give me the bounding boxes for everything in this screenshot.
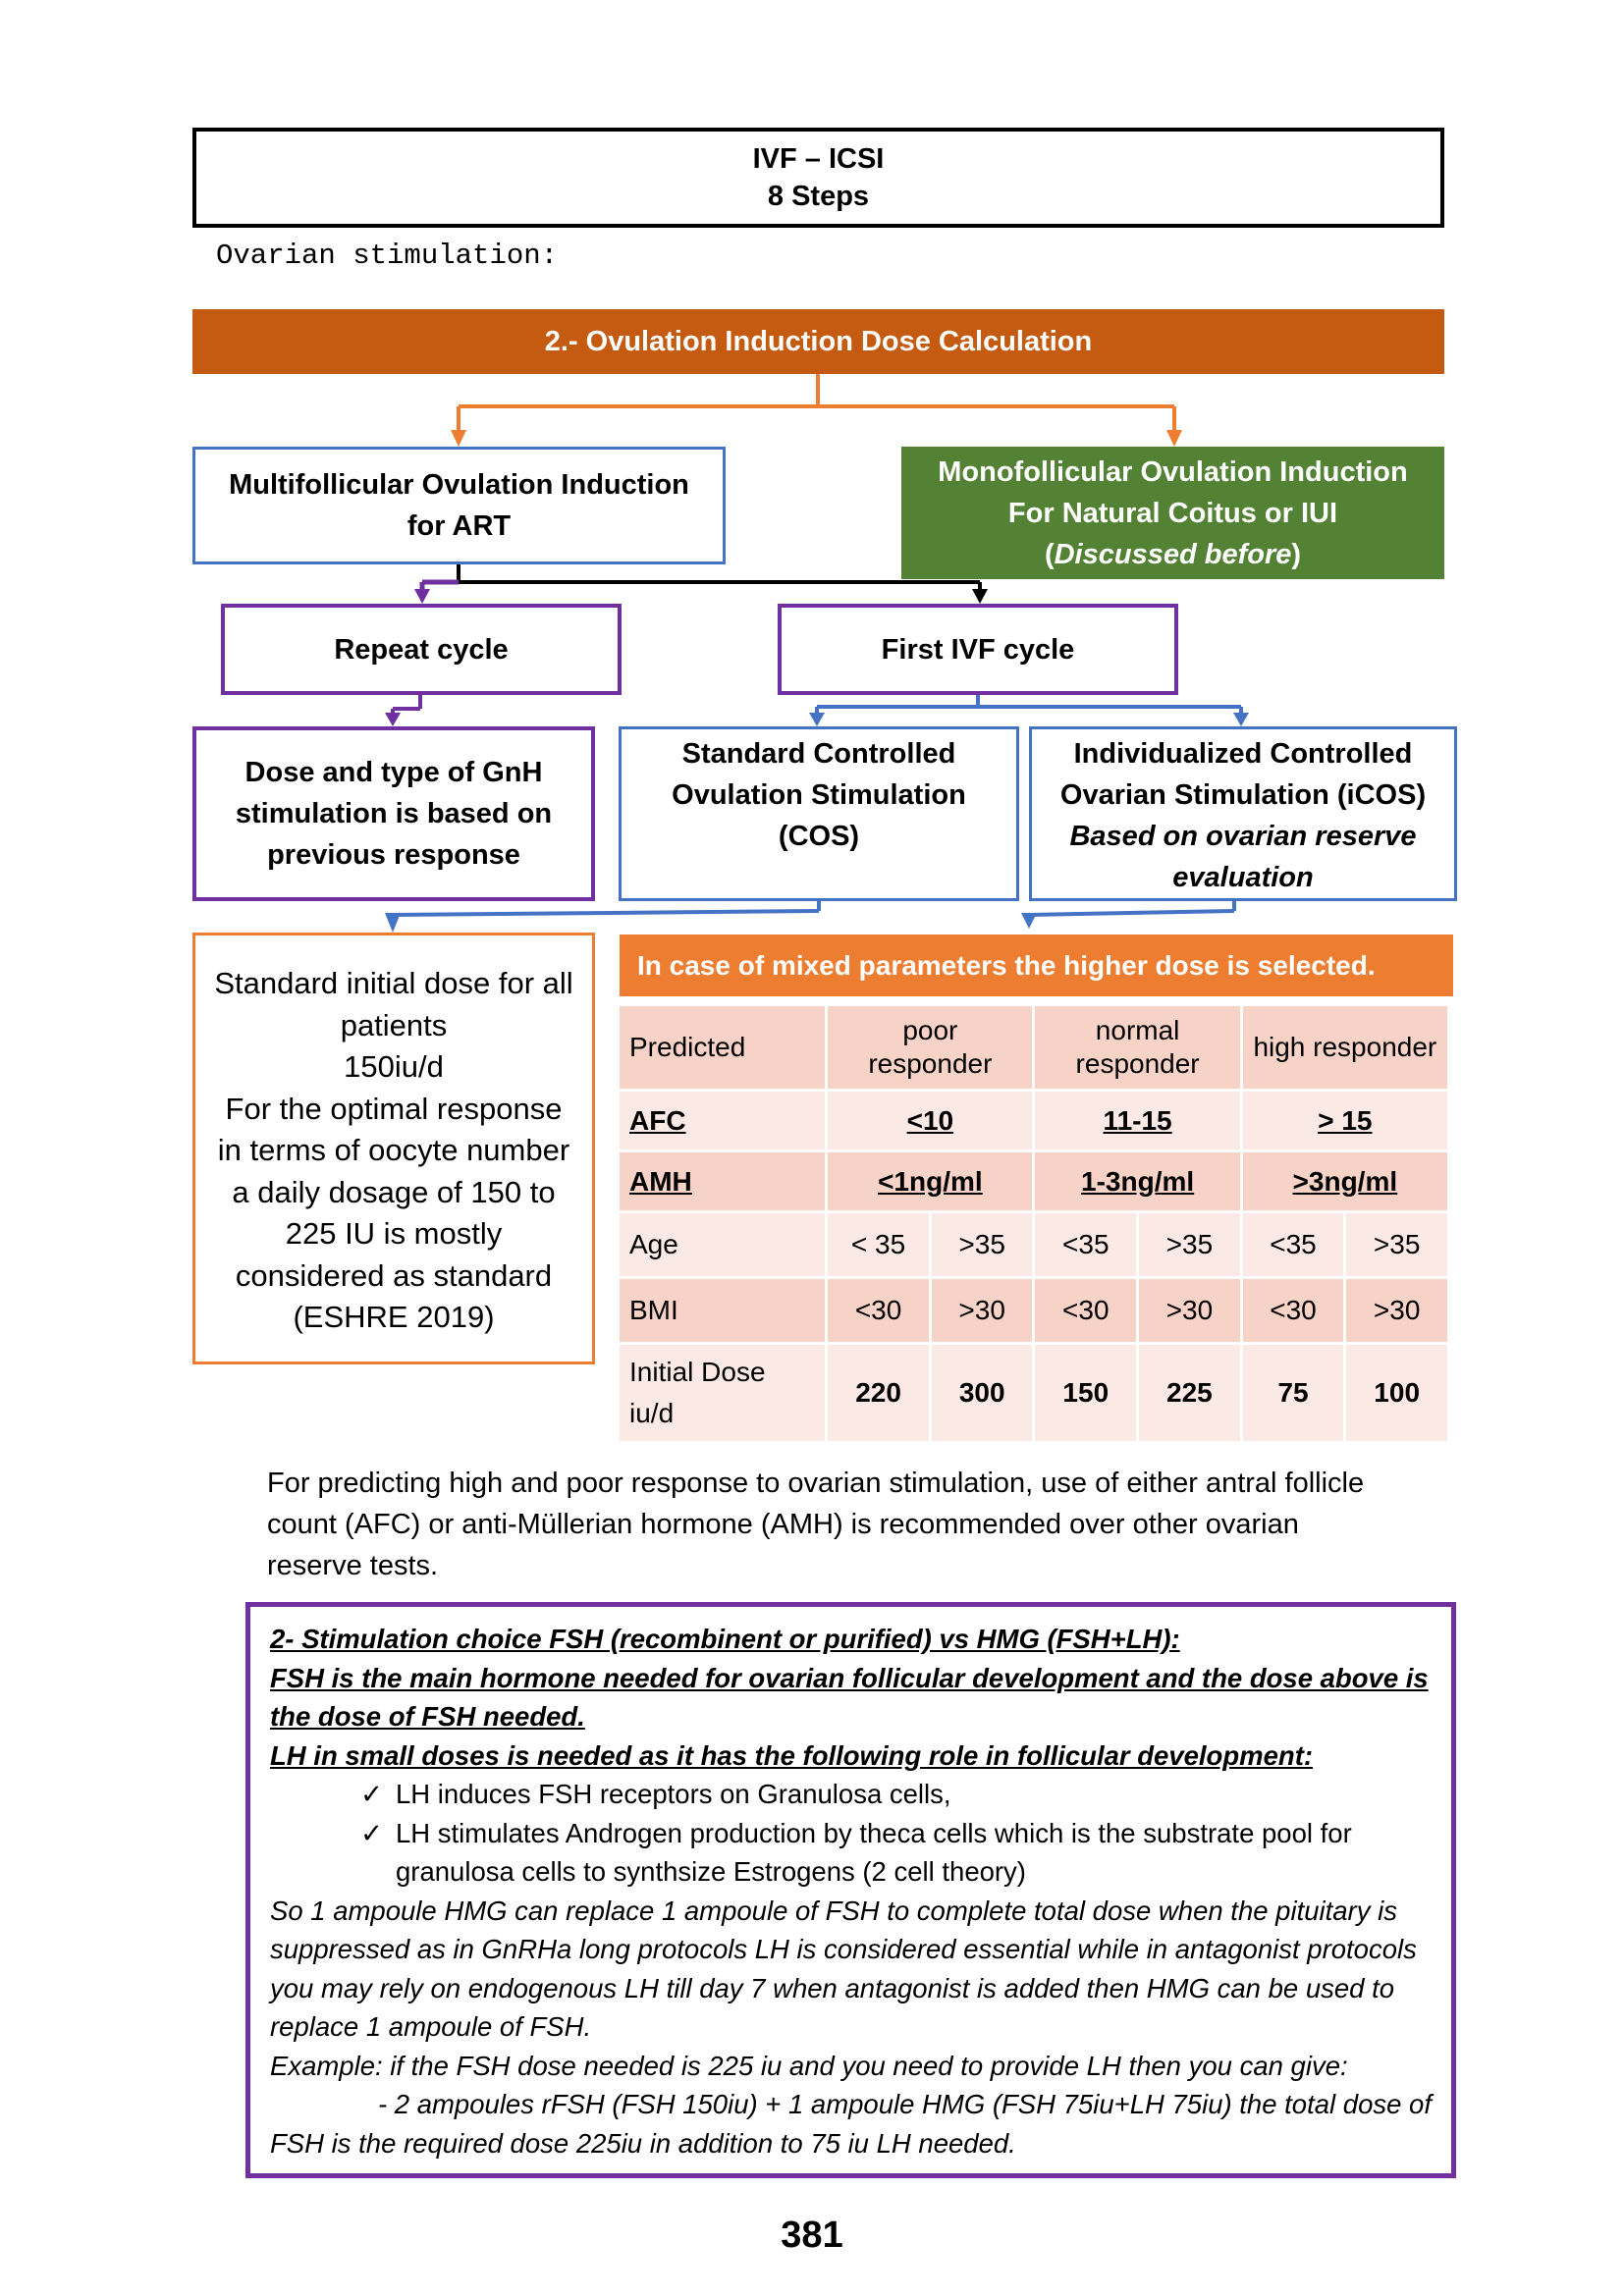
check-list-item [270,1775,1432,1814]
dose-type-line-1: Dose and type of GnH [244,757,543,788]
table-cell: 75 [1243,1345,1344,1441]
standard-dose-box [192,933,595,1364]
multifollicular-line-2: for ART [406,510,512,542]
arrow-down-icon [809,713,825,726]
multifollicular-box [192,447,726,564]
std-dose-line: a daily dosage of 150 to [232,1174,556,1209]
table-cell: 11-15 [1035,1092,1239,1149]
dose-type-line-3: previous response [267,839,520,871]
table-cell: > 15 [1243,1092,1447,1149]
table-cell: >35 [1139,1213,1240,1276]
std-dose-line: Standard initial dose for all [214,966,573,1000]
checkmark-icon: ✓ [360,1817,384,1848]
std-dose-line: 150iu/d [344,1049,444,1084]
icos-line-4: evaluation [1172,862,1314,893]
amh-label: AMH [620,1152,825,1210]
table-row-header [620,1006,1447,1089]
high-responder-header: high responder [1243,1006,1447,1089]
info-paragraph: So 1 ampoule HMG can replace 1 ampoule of FSH to complete total dose when the pituitary is suppressed as in GnRHa long protocols LH is considered essential while in antagonist protocols you may rely on endogenous LH till day 7 when antagonist is added then HMG can be used to replace 1 ampoule of FSH. [270,1895,1417,2042]
orange-connector [459,374,1174,432]
stimulation-choice-box [245,1602,1456,2178]
page-number: 381 [781,2215,843,2256]
table-cell: <30 [1035,1279,1136,1342]
repeat-cycle-box: Repeat cycle [221,604,622,695]
table-cell: 1-3ng/ml [1035,1152,1239,1210]
std-dose-line: considered as standard [235,1257,553,1293]
title-line-1: IVF – ICSI [752,143,885,175]
table-cell: 100 [1346,1345,1447,1441]
afc-label: AFC [620,1092,825,1149]
table-row-bmi [620,1279,1447,1342]
paren-close: ) [1291,538,1302,570]
arrow-down-icon [385,713,401,726]
arrow-down-icon [1021,913,1037,929]
std-dose-line: (ESHRE 2019) [293,1300,495,1334]
arrow-down-icon [1166,430,1182,447]
cos-line-3: (COS) [778,821,860,852]
table-row-afc [620,1092,1447,1149]
dose-type-box [192,726,595,901]
table-cell: 300 [932,1345,1033,1441]
table-cell: >35 [1346,1213,1447,1276]
checkmark-icon: ✓ [360,1779,384,1809]
std-dose-line: For the optimal response [225,1091,563,1126]
table-row-amh [620,1152,1447,1210]
table-cell: 220 [828,1345,929,1441]
std-dose-line: in terms of oocyte number [217,1133,570,1167]
table-cell: >30 [1139,1279,1240,1342]
monofollicular-line-3 [1045,534,1301,575]
table-cell: >30 [932,1279,1033,1342]
monofollicular-line-1: Monofollicular Ovulation Induction [938,455,1408,488]
monofollicular-line-2: For Natural Coitus or IUI [1007,497,1338,529]
table-cell: <30 [828,1279,929,1342]
discussed-before-note: Discussed before [1054,538,1292,570]
table-row-initial-dose [620,1345,1447,1441]
example-detail-line-1: - 2 ampoules rFSH (FSH 150iu) + 1 ampoule HMG (FSH 75iu+LH 75iu) the total dose of [378,2089,1432,2119]
example-detail-line-2: FSH is the required dose 225iu in addition to 75 iu LH needed. [270,2127,1016,2159]
info-heading-1: 2- Stimulation choice FSH (recombinent or purified) vs HMG (FSH+LH): [270,1624,1180,1654]
title-line-2: 8 Steps [767,181,870,212]
table-cell: <35 [1035,1213,1136,1276]
std-dose-line: 225 IU is mostly [285,1216,503,1251]
icos-line-3: Based on ovarian reserve [1069,821,1417,852]
cos-line-1: Standard Controlled [681,738,956,770]
table-cell: <35 [1243,1213,1344,1276]
initial-dose-label: Initial Dose iu/d [620,1345,825,1441]
icos-line-1: Individualized Controlled [1073,738,1413,770]
table-cell: < 35 [828,1213,929,1276]
page-title-box [192,128,1444,228]
check-list-item [270,1814,1432,1892]
table-cell: <1ng/ml [828,1152,1032,1210]
table-cell: <10 [828,1092,1032,1149]
normal-responder-header: normal responder [1035,1006,1239,1089]
standard-cos-box [619,726,1019,901]
poor-responder-header: poor responder [828,1006,1032,1089]
icos-box [1029,726,1457,901]
check-item-text: LH stimulates Androgen production by theca cells which is the substrate pool for granulosa cells to synthsize Estrogens (2 cell theory) [396,1817,1352,1887]
arrow-down-icon [972,589,988,604]
paren-open: ( [1044,538,1055,570]
first-ivf-cycle-box: First IVF cycle [778,604,1178,695]
info-heading-2: FSH is the main hormone needed for ovarian follicular development and the dose above is the dose of FSH needed. [270,1662,1429,1732]
table-cell: >3ng/ml [1243,1152,1447,1210]
table-cell: >30 [1346,1279,1447,1342]
table-cell: 225 [1139,1345,1240,1441]
multifollicular-line-1: Multifollicular Ovulation Induction [229,469,689,501]
dose-calculation-banner: 2.- Ovulation Induction Dose Calculation [192,309,1444,374]
arrow-down-icon [414,589,430,604]
icos-line-2: Ovarian Stimulation (iCOS) [1059,779,1427,811]
dose-type-line-2: stimulation is based on [235,798,553,829]
table-row-age [620,1213,1447,1276]
std-dose-line: patients [340,1007,448,1042]
monofollicular-box [901,447,1444,579]
info-heading-3: LH in small doses is needed as it has the following role in follicular development: [270,1739,1314,1771]
section-label: Ovarian stimulation: [216,240,559,272]
age-label: Age [620,1213,825,1276]
cos-line-2: Ovulation Stimulation [672,779,966,811]
arrow-down-icon [385,913,401,933]
prediction-paragraph: For predicting high and poor response to ovarian stimulation, use of either antral follicle count (AFC) or anti-Müllerian hormone (AMH) is recommended over other ovarian reserve tests. [267,1468,1365,1581]
example-line: Example: if the FSH dose needed is 225 iu and you need to provide LH then you can give: [270,2050,1348,2081]
arrow-down-icon [1233,713,1249,726]
table-cell: >35 [932,1213,1033,1276]
table-cell: 150 [1035,1345,1136,1441]
table-banner: In case of mixed parameters the higher dose is selected. [620,934,1453,996]
dose-table [617,1003,1450,1444]
table-cell: <30 [1243,1279,1344,1342]
bmi-label: BMI [620,1279,825,1342]
check-item-text: LH induces FSH receptors on Granulosa cells, [396,1779,951,1809]
arrow-down-icon [451,430,466,447]
predicted-label: Predicted [620,1006,825,1089]
